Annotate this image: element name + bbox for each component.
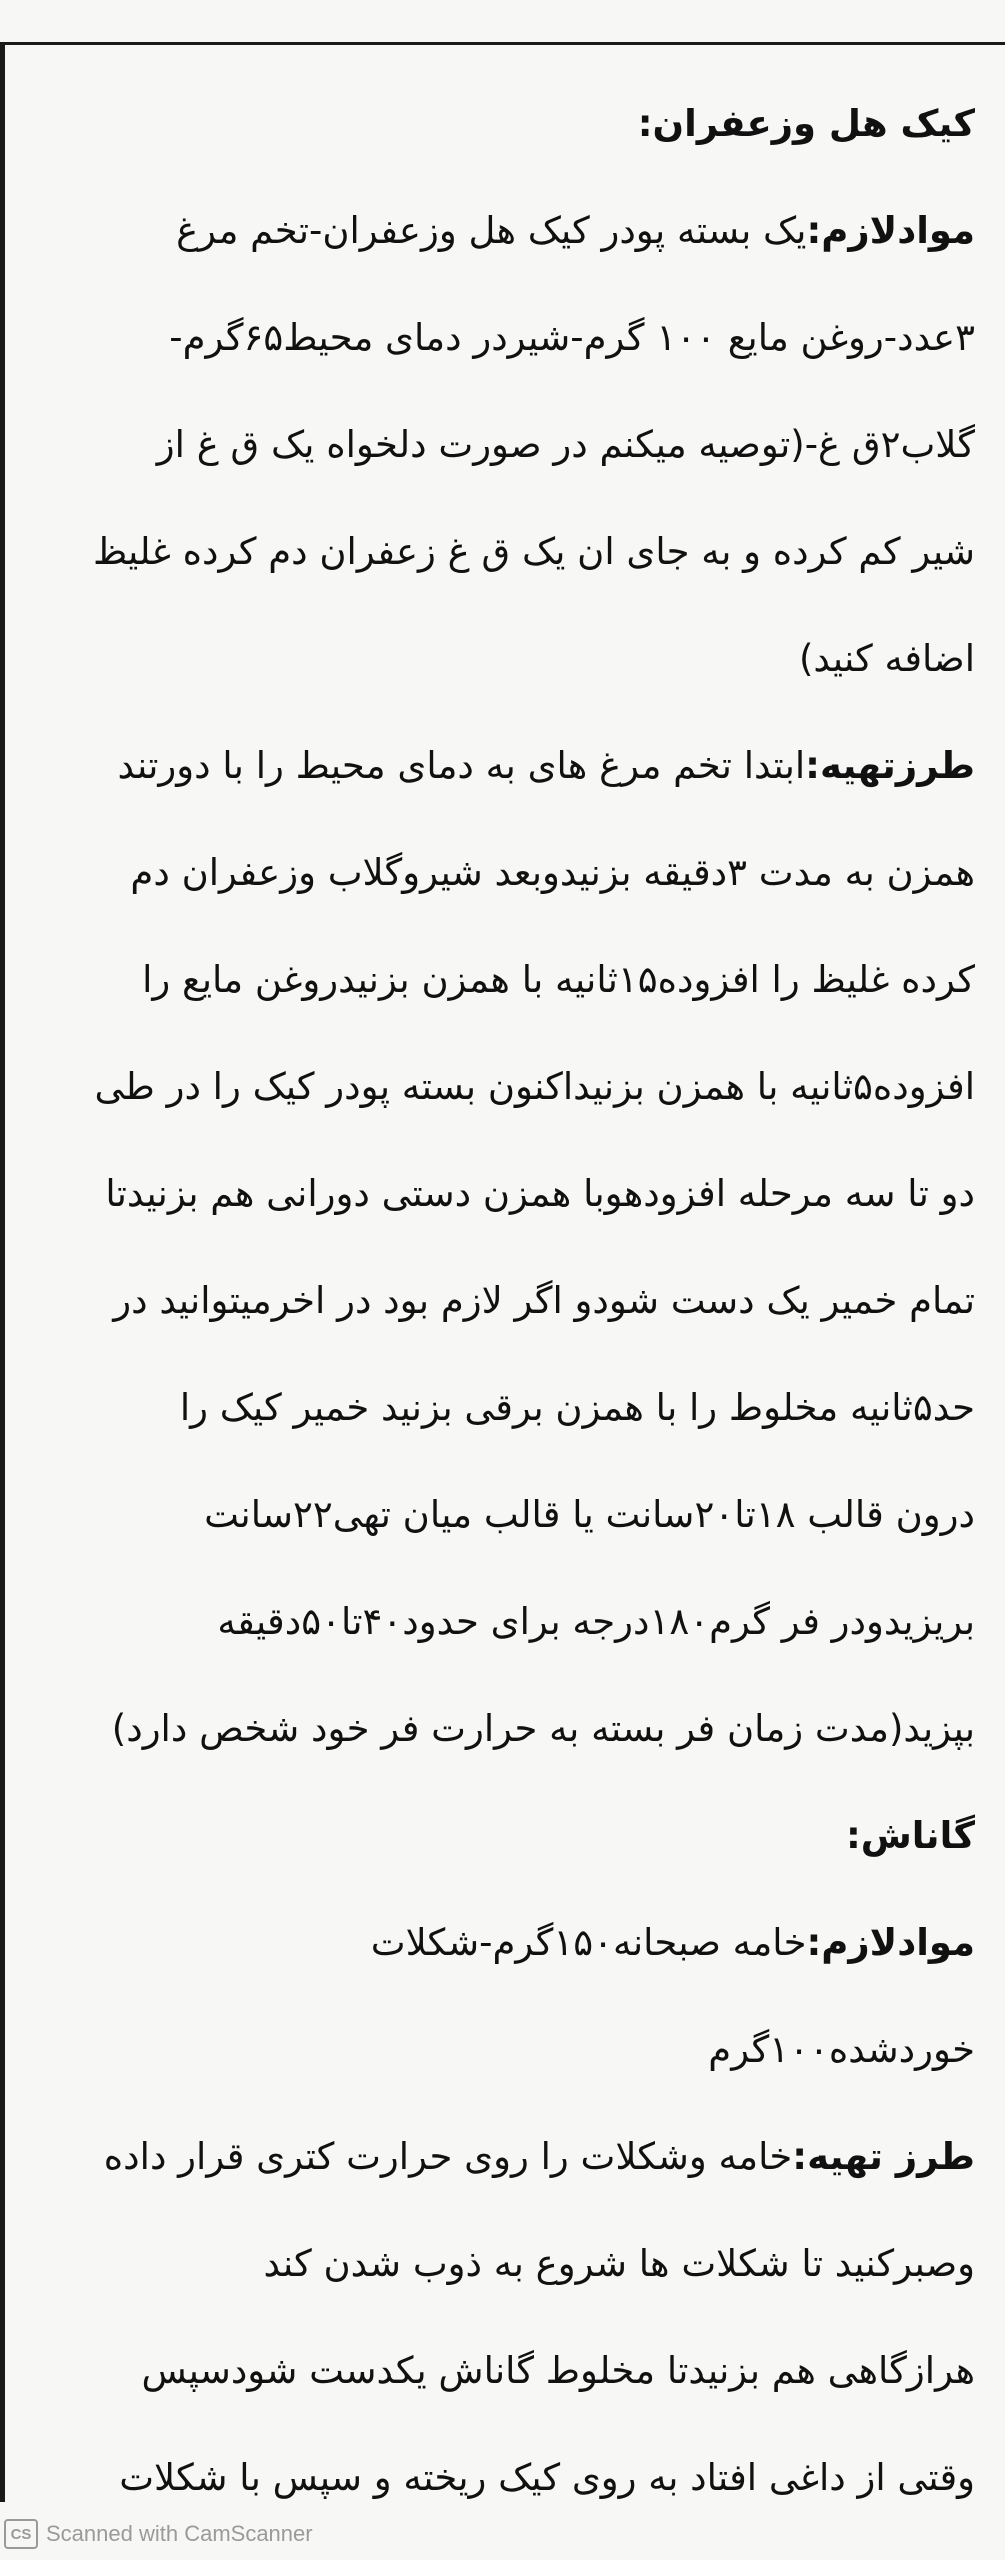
text-line: خوردشده۱۰۰گرم xyxy=(708,2028,975,2071)
text-line xyxy=(40,1889,975,1996)
line-label: طرز تهیه: xyxy=(792,2135,975,2178)
scanned-with-label: Scanned with CamScanner xyxy=(46,2521,313,2546)
text-line: تمام خمیر یک دست شودو اگر لازم بود در اخرمیتوانید در xyxy=(113,1279,975,1322)
page-border-top xyxy=(0,42,1005,45)
text-line: گلاب۲ق غ-(توصیه میکنم در صورت دلخواه یک ق غ از xyxy=(156,423,975,466)
section-heading: گاناش: xyxy=(845,1814,975,1857)
text-line: همزن به مدت ۳دقیقه بزنیدوبعد شیروگلاب وزعفران دم xyxy=(130,851,975,894)
text-line: دو تا سه مرحله افزودهوبا همزن دستی دورانی هم بزنیدتا xyxy=(105,1172,975,1215)
line-label: موادلازم: xyxy=(806,209,975,252)
page-border-left xyxy=(0,42,5,2502)
line-text: خامه وشکلات را روی حرارت کتری قرار داده xyxy=(103,2135,793,2178)
camscanner-logo-icon: CS xyxy=(4,2519,38,2549)
text-line xyxy=(40,2103,975,2210)
line-text: یک بسته پودر کیک هل وزعفران-تخم مرغ xyxy=(176,209,807,252)
text-line: بپزید(مدت زمان فر بسته به حرارت فر خود شخص دارد) xyxy=(111,1707,975,1750)
text-line xyxy=(40,177,975,284)
text-line xyxy=(40,712,975,819)
text-line: بریزیدودر فر گرم۱۸۰درجه برای حدود۴۰تا۵۰دقیقه xyxy=(217,1600,975,1643)
recipe-text-block xyxy=(40,70,975,2531)
line-label: طرزتهیه: xyxy=(805,744,975,787)
text-line: افزوده۵ثانیه با همزن بزنیداکنون بسته پودر کیک را در طی xyxy=(94,1065,975,1108)
text-line: شیر کم کرده و به جای ان یک ق غ زعفران دم کرده غلیظ xyxy=(92,530,975,573)
line-label: موادلازم: xyxy=(806,1921,975,1964)
text-line: وصبرکنید تا شکلات ها شروع به ذوب شدن کند xyxy=(263,2242,975,2285)
section-heading: کیک هل وزعفران: xyxy=(637,102,975,145)
text-line: ۳عدد-روغن مایع ۱۰۰ گرم-شیردر دمای محیط۶۵گرم- xyxy=(169,316,975,359)
text-line: هرازگاهی هم بزنیدتا مخلوط گاناش یکدست شودسپس xyxy=(141,2349,975,2392)
line-text: ابتدا تخم مرغ های به دمای محیط را با دورتند xyxy=(117,744,806,787)
camscanner-footer xyxy=(4,2514,313,2554)
text-line: حد۵ثانیه مخلوط را با همزن برقی بزنید خمیر کیک را xyxy=(179,1386,975,1429)
text-line: وقتی از داغی افتاد به روی کیک ریخته و سپس با شکلات xyxy=(119,2456,975,2499)
text-line: درون قالب ۱۸تا۲۰سانت یا قالب میان تهی۲۲سانت xyxy=(204,1493,975,1536)
line-text: خامه صبحانه۱۵۰گرم-شکلات xyxy=(370,1921,807,1964)
text-line: کرده غلیظ را افزوده۱۵ثانیه با همزن بزنیدروغن مایع را xyxy=(142,958,975,1001)
text-line: اضافه کنید) xyxy=(798,637,975,680)
